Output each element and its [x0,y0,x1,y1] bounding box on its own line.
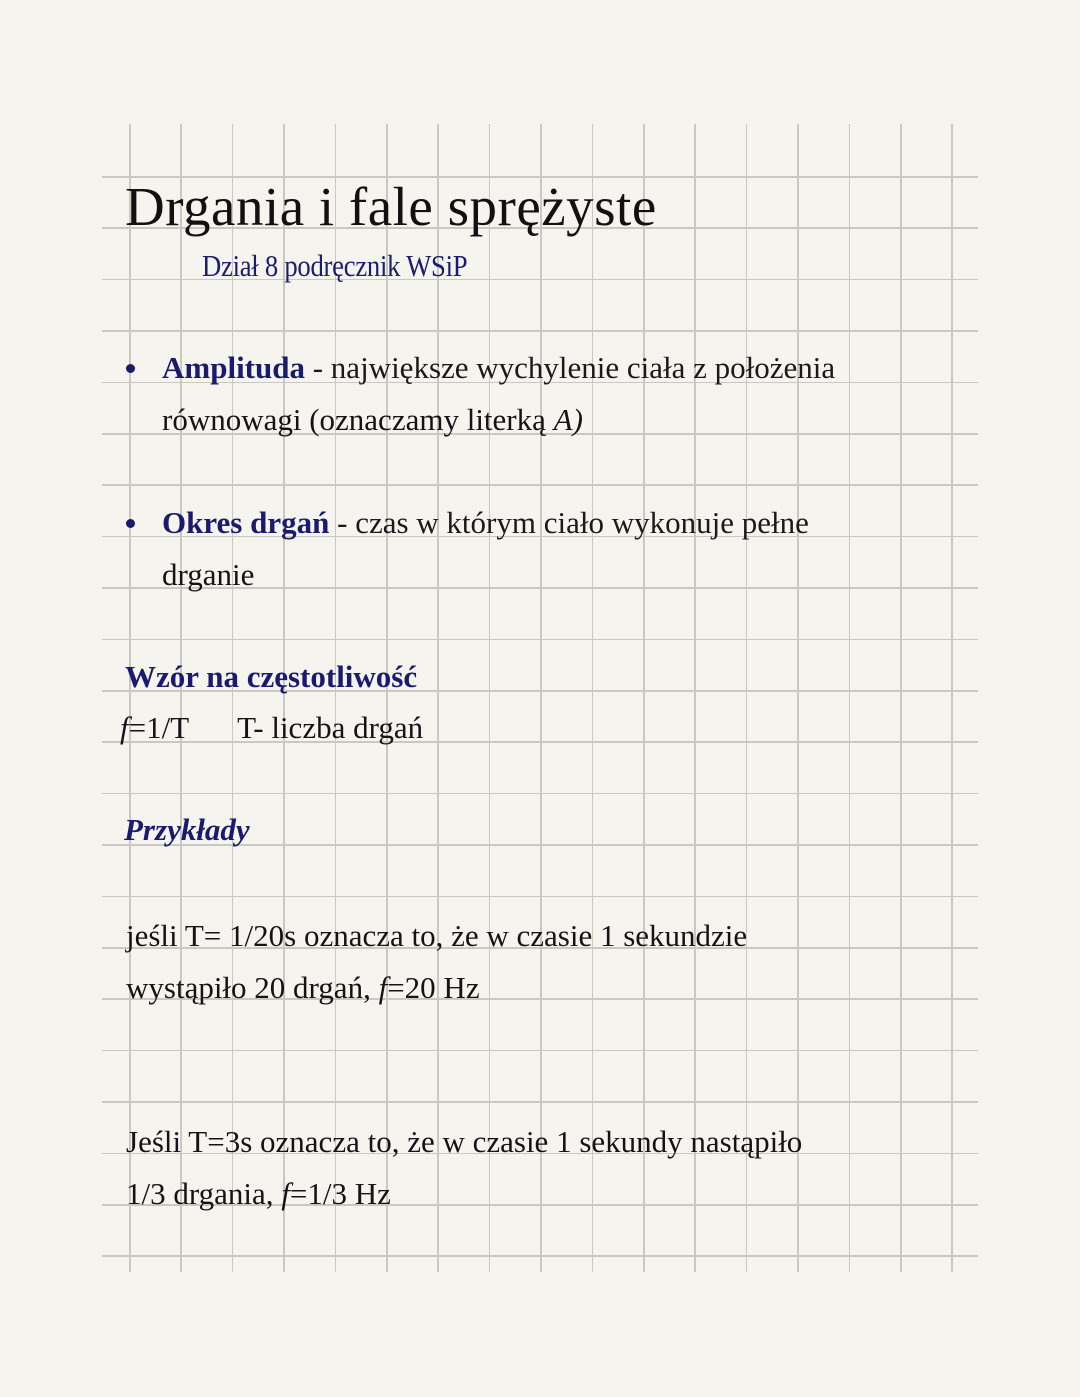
definition-line-2 [162,394,583,446]
example-text: =1/3 Hz [289,1176,391,1211]
formula-expression: =1/T [128,710,190,745]
example-text: wystąpiło 20 drgań, [126,970,379,1005]
symbol-frequency: f [120,710,129,745]
grid-line-horizontal [102,1050,978,1052]
definition-text: - największe wychylenie ciała z położenia [304,350,836,385]
grid-line-horizontal [102,896,978,898]
definition-line-1 [162,342,835,394]
formula-note: T- liczba drgań [237,710,424,745]
definition-term: Okres drgań [162,505,330,540]
grid-line-vertical [694,124,696,1272]
grid-line-horizontal [102,1101,978,1103]
symbol-frequency: f [281,1176,290,1211]
definition-text: równowagi (oznaczamy literką [162,402,554,437]
grid-line-vertical [849,124,851,1272]
example-1-line-1: jeśli T= 1/20s oznacza to, że w czasie 1 sekundzie [126,918,748,953]
bullet-icon [126,364,135,373]
grid-line-horizontal [102,793,978,795]
frequency-formula [120,706,423,750]
example-1-line-2 [126,962,480,1014]
definition-text: drganie [162,557,255,592]
grid-line-vertical [489,124,491,1272]
definition-text: ) [572,402,583,437]
grid-line-horizontal [102,639,978,641]
grid-line-vertical [746,124,748,1272]
symbol-frequency: f [378,970,388,1005]
page-title: Drgania i fale sprężyste [125,176,657,237]
grid-line-vertical [592,124,594,1272]
grid-line-vertical [797,124,799,1272]
example-text: =20 Hz [387,970,480,1005]
grid-line-horizontal [102,330,978,332]
grid-line-vertical [540,124,542,1272]
symbol-amplitude: A [553,402,573,437]
example-2-line-1: Jeśli T=3s oznacza to, że w czasie 1 sekundy nastąpiło [126,1124,803,1159]
grid-line-horizontal [102,1255,978,1257]
examples-heading: Przykłady [124,812,250,847]
grid-line-vertical [643,124,645,1272]
grid-line-horizontal [102,484,978,486]
grid-line-vertical [951,124,953,1272]
grid-line-vertical [437,124,439,1272]
grid-line-vertical [900,124,902,1272]
definition-line-2 [162,549,254,601]
bullet-icon [126,519,135,528]
definition-line-1 [162,497,809,549]
example-text: 1/3 drgania, [126,1176,282,1211]
formula-heading: Wzór na częstotliwość [125,659,418,694]
example-2-line-2 [126,1168,391,1220]
page-subtitle: Dział 8 podręcznik WSiP [202,248,468,283]
definition-text: - czas w którym ciało wykonuje pełne [329,505,809,540]
definition-term: Amplituda [162,350,305,385]
